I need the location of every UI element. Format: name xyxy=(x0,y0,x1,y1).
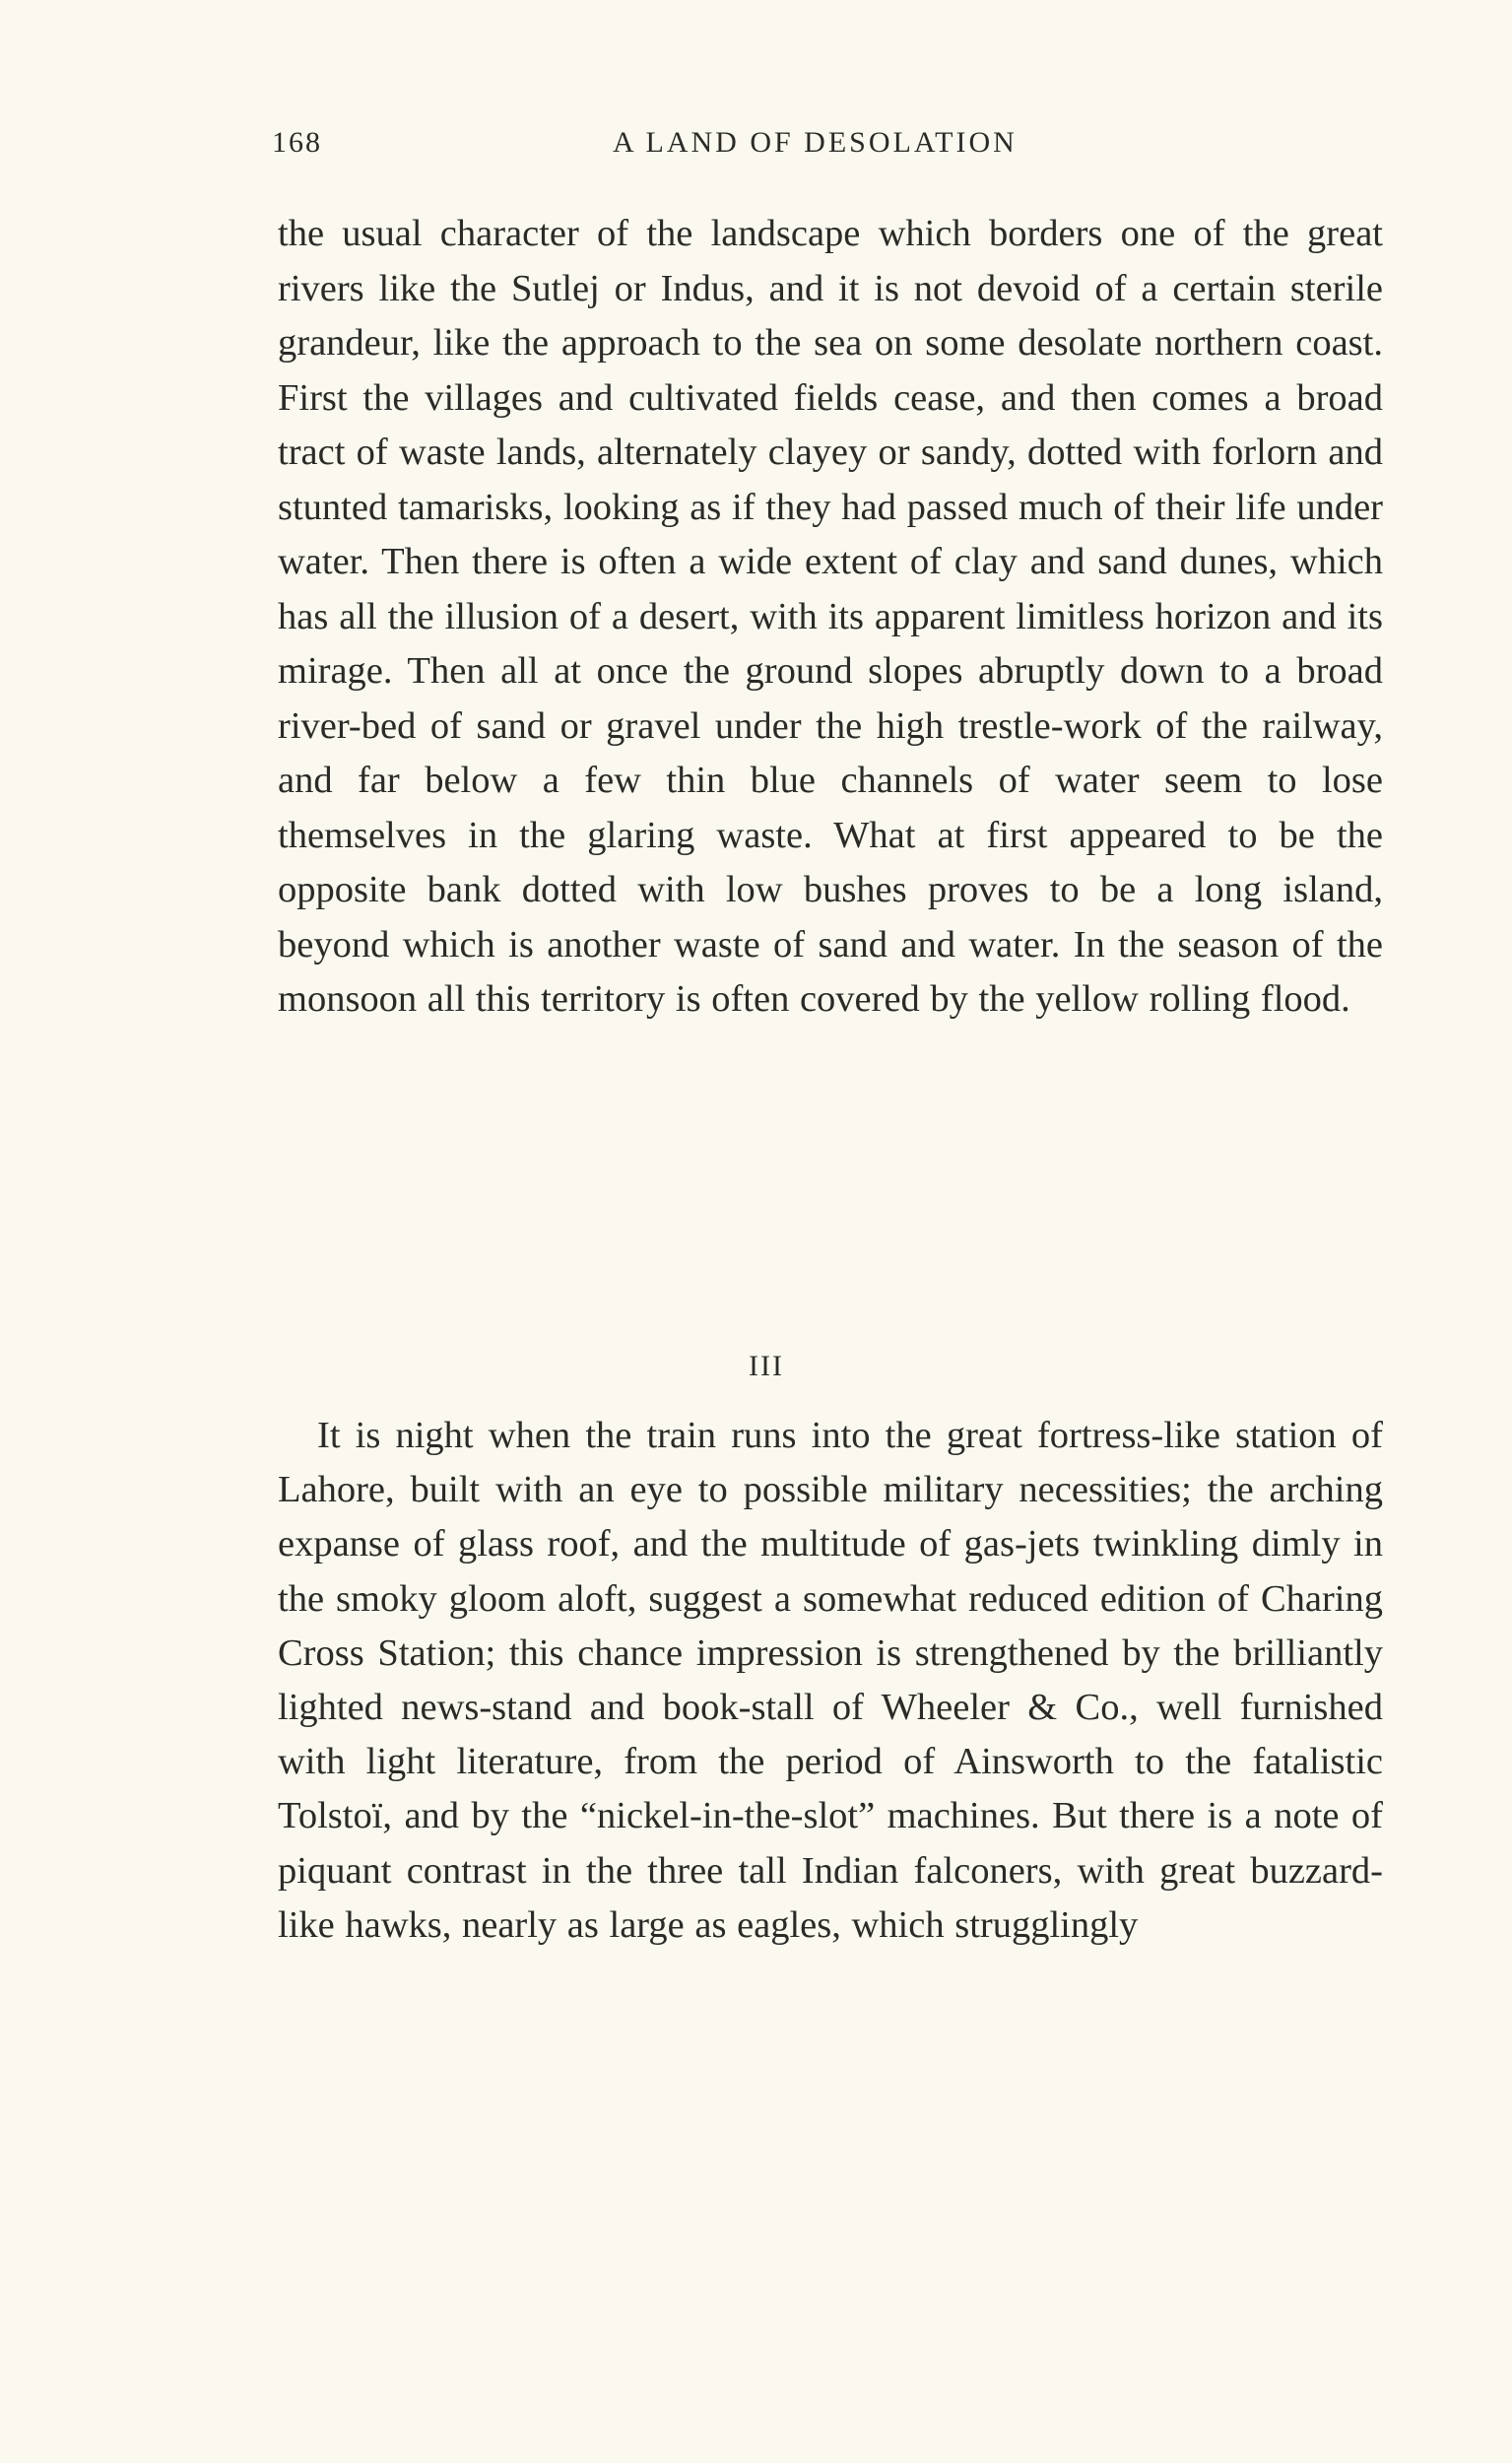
section-paragraph xyxy=(278,1409,1383,1953)
paragraph-text: It is night when the train runs into the great fortress-like station of Lahore, built with an eye to possible military necessities; the arching expanse of glass roof, and the multitude of gas-jets twinkling dimly in the smoky gloom aloft, suggest a somewhat reduced edition of Charing Cross Station; this chance impression is strengthened by the brilliantly lighted news-stand and book-stall of Wheeler & Co., well furnished with light literature, from the period of Ainsworth to the fatalistic Tolstoï, and by the “nickel-in-the-slot” machines. But there is a note of piquant contrast in the three tall Indian falconers, with great buzzard-like hawks, nearly as large as eagles, which strugglingly xyxy=(278,1415,1383,1946)
running-title: A LAND OF DESOLATION xyxy=(613,126,1018,159)
paragraph-text: the usual character of the landscape which borders one of the great rivers like the Sutlej or Indus, and it is not devoid of a certain sterile grandeur, like the approach to the sea on some desolate northern coast. First the villages and cultivated fields cease, and then comes a broad tract of waste lands, alternately clayey or sandy, dotted with forlorn and stunted tamarisks, looking as if they had passed much of their life under water. Then there is often a wide extent of clay and sand dunes, which has all the illusion of a desert, with its apparent limitless horizon and its mirage. Then all at once the ground slopes abruptly down to a broad river-bed of sand or gravel under the high trestle-work of the railway, and far below a few thin blue channels of water seem to lose themselves in the glaring waste. What at first appeared to be the opposite bank dotted with low bushes proves to be a long island, beyond which is another waste of sand and water. In the season of the monsoon all this territory is often covered by the yellow rolling flood. xyxy=(278,213,1383,1020)
running-head xyxy=(272,126,1385,169)
section-number: III xyxy=(749,1350,784,1382)
continued-paragraph xyxy=(278,207,1383,1028)
page-number: 168 xyxy=(272,126,322,159)
